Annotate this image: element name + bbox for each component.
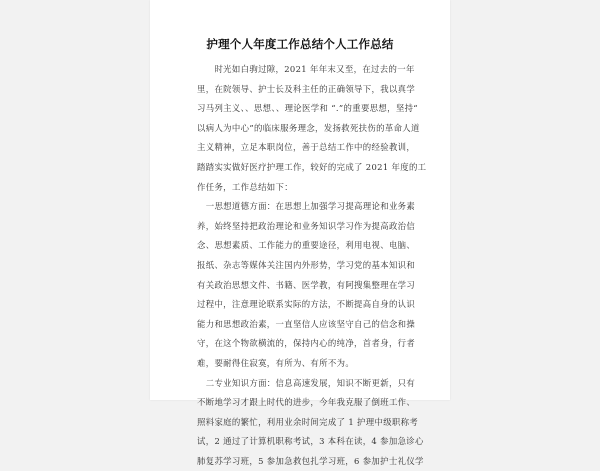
body-line: 照料家庭的繁忙，利用业余时间完成了 1 护理中级职称考 <box>197 416 419 427</box>
body-line: 守，在这个物欲横流的，保持内心的纯净，首者身，行者 <box>197 338 416 349</box>
body-line: 一思想道德方面：在思想上加强学习提高理论和业务素 <box>197 201 416 212</box>
body-line: 习马列主义、、思想、、理论医学和 “.”的重要思想，坚持“ <box>197 103 418 114</box>
body-line: 主义精神，立足本职岗位，善于总结工作中的经验教训， <box>197 142 416 153</box>
body-line: 作任务，工作总结如下： <box>197 181 293 192</box>
body-line: 二专业知识方面：信息高速发展，知识不断更新，只有 <box>197 377 416 388</box>
body-line: 里，在院领导、护士长及科主任的正确领导下，我以真学 <box>197 83 416 94</box>
body-line: 不断地学习才跟上时代的进步，今年我克服了倒班工作、 <box>197 397 416 408</box>
body-line: 过程中，注意理论联系实际的方法，不断提高自身的认识 <box>197 299 416 310</box>
body-line: 时光如白驹过隙，2021 年年末又至，在过去的一年 <box>197 64 415 74</box>
body-line: 难，要耐得住寂寞，有所为、有所不为。 <box>197 357 355 368</box>
document-body <box>197 60 427 471</box>
document-page <box>150 0 450 466</box>
body-line: 养，始终坚持把政治理论和业务知识学习作为提高政治信 <box>197 220 416 231</box>
body-line: 肺复苏学习班，5 参加急救包扎学习班，6 参加护士礼仪学 <box>197 455 424 466</box>
body-line: 踏踏实实做好医疗护理工作，较好的完成了 2021 年度的工 <box>197 161 427 172</box>
body-line: 有关政治思想文件、书籍、医学教，有阿搜集整理在学习 <box>197 279 416 290</box>
body-line: 能力和思想政治素，一直坚信人应该坚守自己的信念和操 <box>197 318 416 329</box>
body-line: 念、思想素质、工作能力的重要途径，利用电视、电脑、 <box>197 240 416 251</box>
body-line: 以病人为中心”的临床服务理念，发扬救死扶伤的革命人道 <box>197 122 420 133</box>
body-line: 试，2 通过了计算机职称考试，3 本科在读，4 参加急诊心 <box>197 436 424 447</box>
body-line: 报纸、杂志等媒体关注国内外形势，学习党的基本知识和 <box>197 259 416 270</box>
document-title: 护理个人年度工作总结个人工作总结 <box>206 37 394 51</box>
